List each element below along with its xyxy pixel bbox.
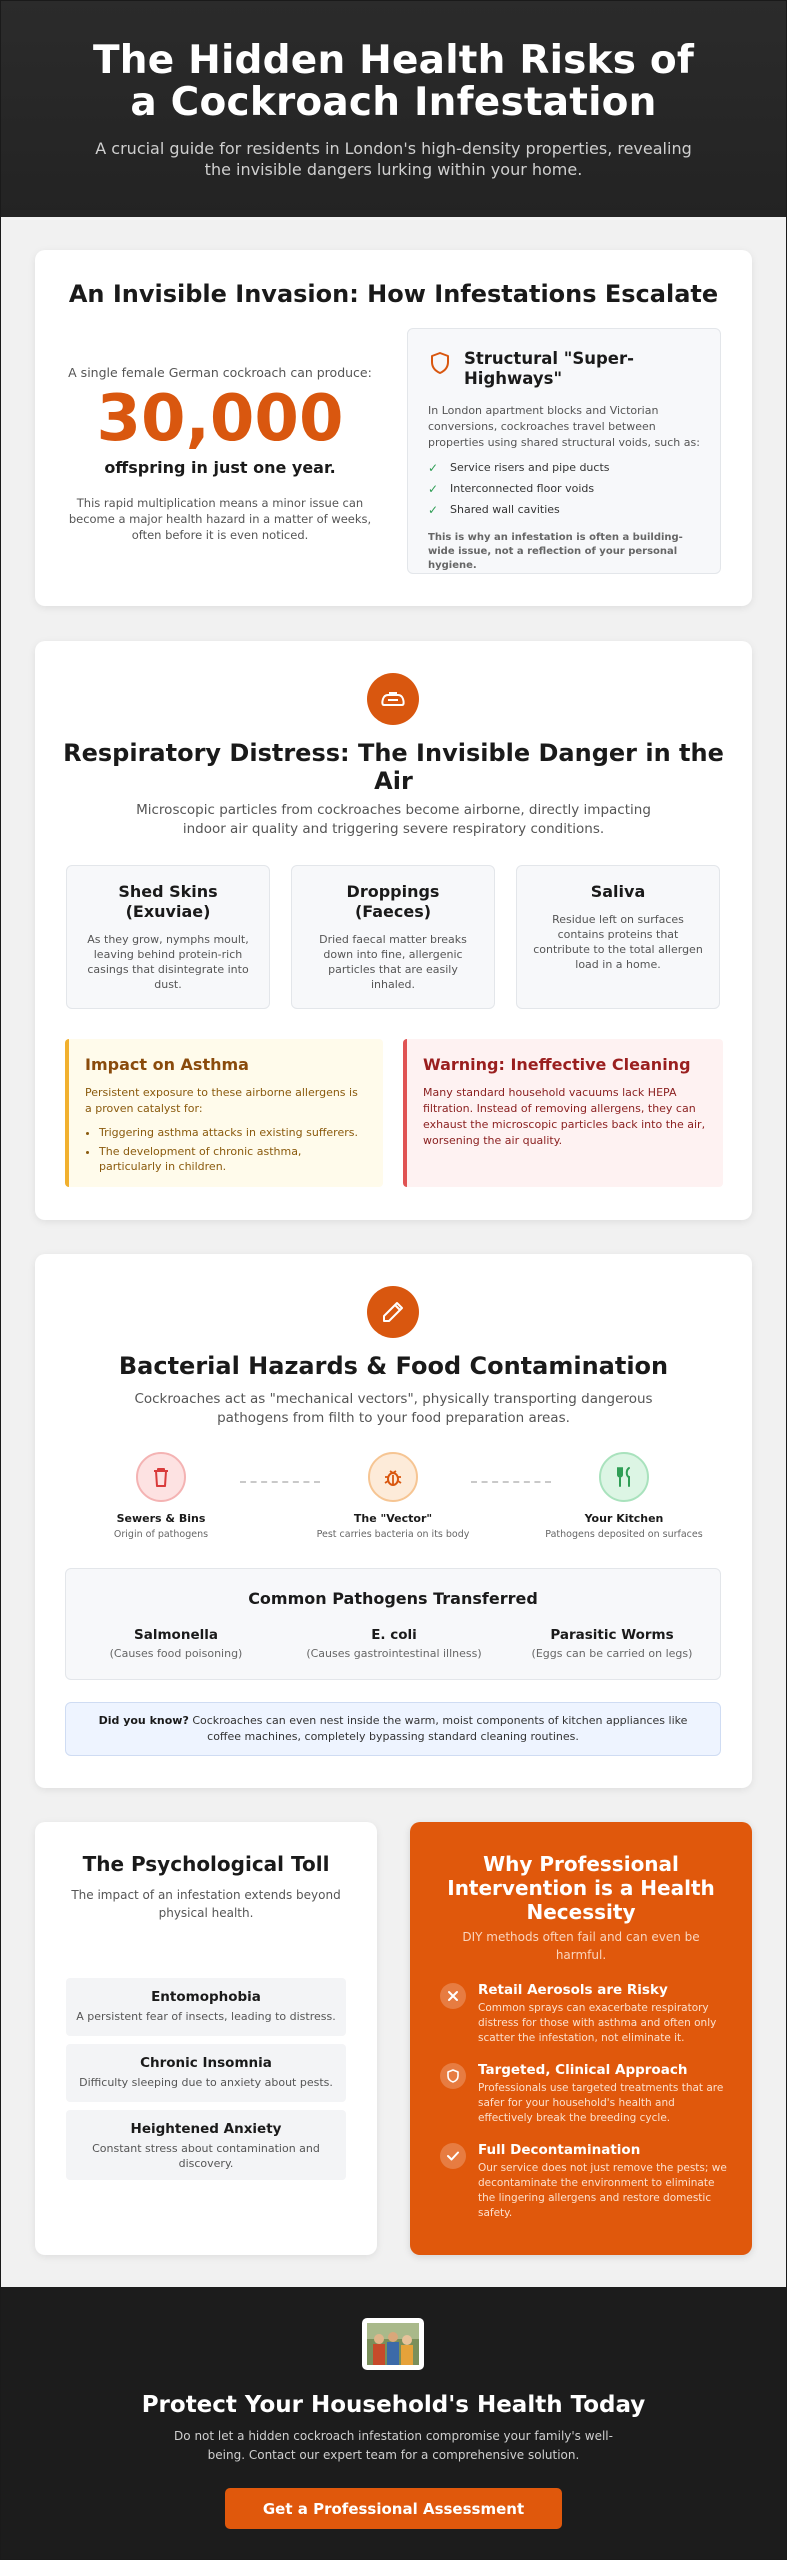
bacterial-lead: Cockroaches act as "mechanical vectors", physically transporting dangerous pathogens from filth to your food preparation areas.	[134, 1391, 653, 1426]
pathogen-salmonella	[66, 1627, 286, 1660]
check-icon: ✓	[428, 461, 439, 475]
psychological-title: The Psychological Toll	[82, 1852, 330, 1876]
psych-desc: Constant stress about contamination and discovery.	[92, 2142, 320, 2170]
check-icon	[440, 2143, 466, 2169]
psychological-lead: The impact of an infestation extends beyond physical health.	[71, 1888, 341, 1920]
cta-footer	[0, 2287, 787, 2560]
super-highways-panel	[407, 328, 721, 574]
respiratory-lead: Microscopic particles from cockroaches become airborne, directly impacting indoor air quality and triggering severe respiratory conditions.	[136, 802, 651, 837]
source-body: Dried faecal matter breaks down into fine, allergenic particles that are easily inhaled.	[319, 933, 467, 991]
warning-title: Warning: Ineffective Cleaning	[423, 1055, 691, 1074]
bug-icon	[382, 1466, 404, 1488]
pathogen-ecoli	[284, 1627, 504, 1660]
asthma-list	[85, 1125, 367, 1174]
utensils-icon	[613, 1465, 635, 1489]
flow-title: Sewers & Bins	[116, 1512, 206, 1525]
did-you-know-label: Did you know?	[98, 1714, 189, 1727]
professional-title: Why Professional Intervention is a Health Necessity	[447, 1852, 715, 1924]
stat-intro: A single female German cockroach can produce:	[68, 365, 372, 380]
lungs-icon	[367, 673, 419, 725]
source-body: Residue left on surfaces contains proteins that contribute to the total allergen load in a home.	[533, 913, 703, 971]
hero-banner	[0, 0, 787, 217]
source-title: Droppings (Faeces)	[346, 882, 440, 921]
reason-desc: Common sprays can exacerbate respiratory distress for those with asthma and often only scatter the infestation, not eliminate it.	[478, 2002, 717, 2044]
did-you-know-text: Cockroaches can even nest inside the warm, moist components of kitchen appliances like coffee machines, completely bypassing standard cleaning routines.	[188, 1714, 688, 1743]
flow-step-kitchen	[544, 1452, 704, 1540]
shield-icon	[428, 351, 452, 375]
reason-desc: Our service does not just remove the pests; we decontaminate the environment to eliminate the lingering allergens and restore domestic safety.	[478, 2162, 727, 2219]
offspring-stat	[60, 365, 380, 543]
invasion-section	[35, 250, 752, 606]
asthma-callout	[65, 1039, 383, 1187]
psych-item-anxiety	[66, 2110, 346, 2180]
check-icon: ✓	[428, 503, 439, 517]
psychological-section	[35, 1822, 377, 2255]
flow-subtitle: Pathogens deposited on surfaces	[545, 1529, 703, 1540]
psych-title: Entomophobia	[151, 1989, 261, 2005]
super-highways-body: In London apartment blocks and Victorian conversions, cockroaches travel between properties using shared structural voids, such as:	[428, 404, 700, 449]
flow-connector	[240, 1481, 320, 1483]
pathogens-panel	[65, 1568, 721, 1680]
flow-subtitle: Origin of pathogens	[113, 1529, 209, 1540]
source-title: Shed Skins (Exuviae)	[118, 882, 218, 921]
reason-desc: Professionals use targeted treatments that are safer for your household's health and effectively break the breeding cycle.	[478, 2082, 724, 2124]
page-subtitle: A crucial guide for residents in London's high-density properties, revealing the invisible dangers lurking within your home.	[95, 139, 692, 179]
list-item: • The development of chronic asthma, particularly in children.	[99, 1144, 367, 1174]
super-highways-note: This is why an infestation is often a building-wide issue, not a reflection of your personal hygiene.	[428, 532, 683, 571]
bacterial-section	[35, 1254, 752, 1788]
page-title: The Hidden Health Risks of a Cockroach Infestation	[92, 38, 695, 125]
did-you-know-note	[65, 1702, 721, 1756]
cta-body: Do not let a hidden cockroach infestation compromise your family's well-being. Contact our expert team for a comprehensive solution.	[174, 2429, 613, 2462]
list-item: ✓ Shared wall cavities	[428, 503, 560, 517]
pathogen-desc: (Causes gastrointestinal illness)	[306, 1647, 482, 1660]
shield-icon	[440, 2063, 466, 2089]
cta-title: Protect Your Household's Health Today	[141, 2392, 646, 2418]
family-photo	[362, 2318, 424, 2370]
reason-decontamination	[440, 2142, 732, 2221]
pen-icon	[367, 1286, 419, 1338]
flow-step-sewers	[81, 1452, 241, 1540]
source-card-droppings	[291, 865, 495, 1009]
professional-lead: DIY methods often fail and can even be harmful.	[462, 1930, 700, 1962]
psych-item-entomophobia	[66, 1978, 346, 2036]
list-item: ✓ Interconnected floor voids	[428, 482, 595, 496]
super-highways-title: Structural "Super-Highways"	[464, 349, 634, 388]
list-item: • Triggering asthma attacks in existing sufferers.	[99, 1125, 367, 1140]
reason-title: Retail Aerosols are Risky	[478, 1982, 668, 1998]
pathogen-name: Parasitic Worms	[550, 1627, 674, 1643]
respiratory-title: Respiratory Distress: The Invisible Danger in the Air	[63, 739, 724, 795]
flow-title: The "Vector"	[353, 1512, 433, 1525]
flow-step-vector	[313, 1452, 473, 1540]
source-body: As they grow, nymphs moult, leaving behind protein-rich casings that disintegrate into dust.	[87, 933, 249, 991]
pathogen-name: Salmonella	[134, 1627, 218, 1643]
psych-item-insomnia	[66, 2044, 346, 2102]
stat-description: This rapid multiplication means a minor issue can become a major health hazard in a matter of weeks, often before it is even noticed.	[68, 496, 372, 542]
source-card-saliva	[516, 865, 720, 1009]
pathogen-desc: (Eggs can be carried on legs)	[531, 1647, 693, 1660]
stat-caption: offspring in just one year.	[104, 458, 336, 477]
list-item: ✓ Service risers and pipe ducts	[428, 461, 610, 475]
professional-section	[410, 1822, 752, 2255]
flow-connector	[471, 1481, 551, 1483]
source-card-shed-skins	[66, 865, 270, 1009]
check-icon: ✓	[428, 482, 439, 496]
psych-title: Chronic Insomnia	[140, 2055, 272, 2071]
pathogens-title: Common Pathogens Transferred	[248, 1589, 538, 1608]
invasion-title: An Invisible Invasion: How Infestations Escalate	[68, 280, 719, 308]
asthma-body: Persistent exposure to these airborne allergens is a proven catalyst for:	[85, 1086, 358, 1115]
pathogen-name: E. coli	[371, 1627, 417, 1643]
trash-icon	[151, 1466, 171, 1488]
reason-title: Full Decontamination	[478, 2142, 641, 2158]
source-title: Saliva	[590, 882, 646, 901]
reason-title: Targeted, Clinical Approach	[478, 2062, 688, 2078]
reason-aerosols	[440, 1982, 732, 2046]
asthma-title: Impact on Asthma	[85, 1055, 249, 1074]
flow-subtitle: Pest carries bacteria on its body	[316, 1529, 470, 1540]
x-icon	[440, 1983, 466, 2009]
psych-desc: Difficulty sleeping due to anxiety about pests.	[79, 2076, 333, 2089]
stat-number: 30,000	[96, 382, 344, 456]
flow-title: Your Kitchen	[584, 1512, 664, 1525]
bacterial-title: Bacterial Hazards & Food Contamination	[118, 1352, 669, 1380]
pathogen-desc: (Causes food poisoning)	[109, 1647, 243, 1660]
void-list	[428, 461, 700, 517]
respiratory-section	[35, 641, 752, 1220]
pathogen-worms	[502, 1627, 722, 1660]
reason-targeted	[440, 2062, 732, 2126]
psych-title: Heightened Anxiety	[130, 2121, 282, 2137]
psych-desc: A persistent fear of insects, leading to distress.	[76, 2010, 336, 2023]
warning-body: Many standard household vacuums lack HEPA filtration. Instead of removing allergens, they can exhaust the microscopic particles back into the air, worsening the air quality.	[423, 1086, 706, 1147]
get-assessment-button[interactable]: Get a Professional Assessment	[225, 2488, 562, 2529]
cleaning-warning-callout	[403, 1039, 723, 1187]
